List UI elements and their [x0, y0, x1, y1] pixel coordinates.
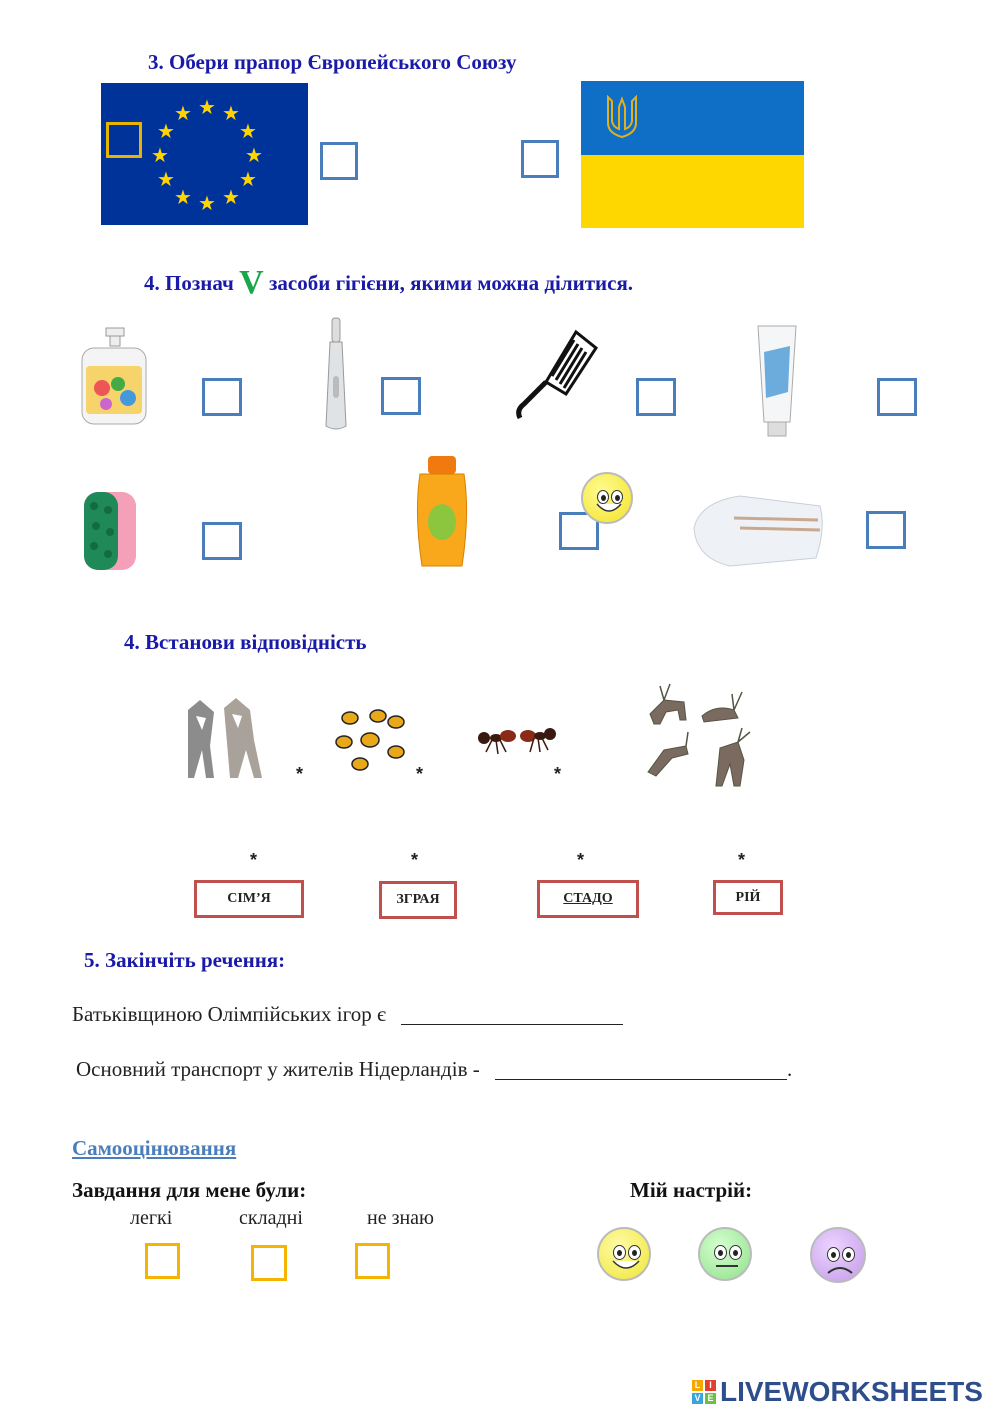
flag-star-icon: ★	[239, 119, 257, 143]
trident-icon	[605, 93, 639, 141]
flag-star-icon: ★	[198, 95, 216, 119]
brand-text: LIVEWORKSHEETS	[720, 1376, 983, 1407]
ants-image	[474, 714, 558, 758]
label-herd[interactable]: СТАДО	[537, 880, 639, 918]
happy-smiley-icon	[581, 472, 633, 524]
label-family[interactable]: СІМ’Я	[194, 880, 304, 918]
mood-label: Мій настрій:	[630, 1178, 753, 1202]
logo-letter: L	[692, 1380, 703, 1391]
hard-checkbox[interactable]	[251, 1245, 287, 1281]
option-hard-label: складні	[239, 1207, 303, 1229]
flag-star-icon: ★	[198, 191, 216, 215]
bees-image	[330, 704, 414, 778]
flag-star-icon: ★	[157, 167, 175, 191]
q5-title: 5. Закінчіть речення:	[84, 948, 286, 972]
comb-checkbox[interactable]	[636, 378, 676, 416]
comb-image	[516, 322, 600, 424]
flag-star-icon: ★	[151, 143, 169, 167]
v-mark: V	[239, 264, 264, 301]
label-swarm[interactable]: РІЙ	[713, 880, 783, 915]
self-assessment-title: Самооцінювання	[72, 1136, 237, 1160]
sad-mood-icon[interactable]	[810, 1227, 866, 1283]
logo-letter: E	[705, 1393, 716, 1404]
sponge-checkbox[interactable]	[202, 522, 242, 560]
unknown-checkbox[interactable]	[355, 1243, 390, 1279]
towel-checkbox[interactable]	[866, 511, 906, 549]
eu-flag-answer-box[interactable]	[106, 122, 142, 158]
answer-blank-1[interactable]	[401, 1002, 623, 1025]
ants-asterisk[interactable]: *	[554, 764, 562, 784]
logo-letter: I	[705, 1380, 716, 1391]
towel-image	[690, 488, 826, 570]
option-unknown-label: не знаю	[367, 1207, 435, 1229]
liveworksheets-logo	[692, 1376, 983, 1408]
eu-flag-checkbox[interactable]	[320, 142, 358, 180]
bees-asterisk[interactable]: *	[416, 764, 424, 784]
shampoo-image	[412, 454, 472, 572]
label-asterisk-2[interactable]: *	[411, 850, 419, 870]
tasks-label: Завдання для мене були:	[72, 1178, 307, 1202]
label-pack[interactable]: ЗГРАЯ	[379, 881, 457, 919]
soap-checkbox[interactable]	[202, 378, 242, 416]
flag-star-icon: ★	[222, 185, 240, 209]
flag-star-icon: ★	[245, 143, 263, 167]
wolves-image	[180, 690, 268, 784]
electric-toothbrush-image	[318, 316, 354, 434]
label-asterisk-4[interactable]: *	[738, 850, 746, 870]
neutral-mood-icon[interactable]	[698, 1227, 752, 1281]
ukraine-flag-image	[581, 81, 804, 228]
flag-star-icon: ★	[222, 101, 240, 125]
sponge-image	[80, 486, 140, 574]
q4a-title-post: засоби гігієни, якими можна ділитися.	[268, 271, 634, 295]
toothbrush-checkbox[interactable]	[381, 377, 421, 415]
option-easy-label: легкі	[130, 1207, 173, 1229]
q4a-title	[144, 264, 633, 302]
logo-letter: V	[692, 1393, 703, 1404]
deer-image	[642, 676, 758, 792]
sentence-1	[72, 1002, 623, 1027]
toothpaste-checkbox[interactable]	[877, 378, 917, 416]
sentence-2	[76, 1057, 792, 1082]
sentence-2-end: .	[786, 1057, 793, 1081]
sentence-2-text: Основний транспорт у жителів Нідерландів -	[76, 1057, 480, 1081]
flag-star-icon: ★	[157, 119, 175, 143]
q4b-title: 4. Встанови відповідність	[124, 630, 367, 654]
flag-star-icon: ★	[174, 185, 192, 209]
liquid-soap-image	[76, 326, 152, 426]
sentence-1-text: Батьківщиною Олімпійських ігор є	[72, 1002, 386, 1026]
flag-star-icon: ★	[174, 101, 192, 125]
ua-flag-checkbox[interactable]	[521, 140, 559, 178]
flag-star-icon: ★	[239, 167, 257, 191]
logo-grid-icon	[692, 1380, 716, 1404]
q4a-title-pre: 4. Познач	[144, 271, 234, 295]
wolves-asterisk[interactable]: *	[296, 764, 304, 784]
label-asterisk-3[interactable]: *	[577, 850, 585, 870]
toothpaste-image	[752, 322, 802, 442]
label-asterisk-1[interactable]: *	[250, 850, 258, 870]
easy-checkbox[interactable]	[145, 1243, 180, 1279]
q3-title: 3. Обери прапор Європейського Союзу	[148, 50, 517, 74]
happy-mood-icon[interactable]	[597, 1227, 651, 1281]
answer-blank-2[interactable]	[495, 1057, 787, 1080]
